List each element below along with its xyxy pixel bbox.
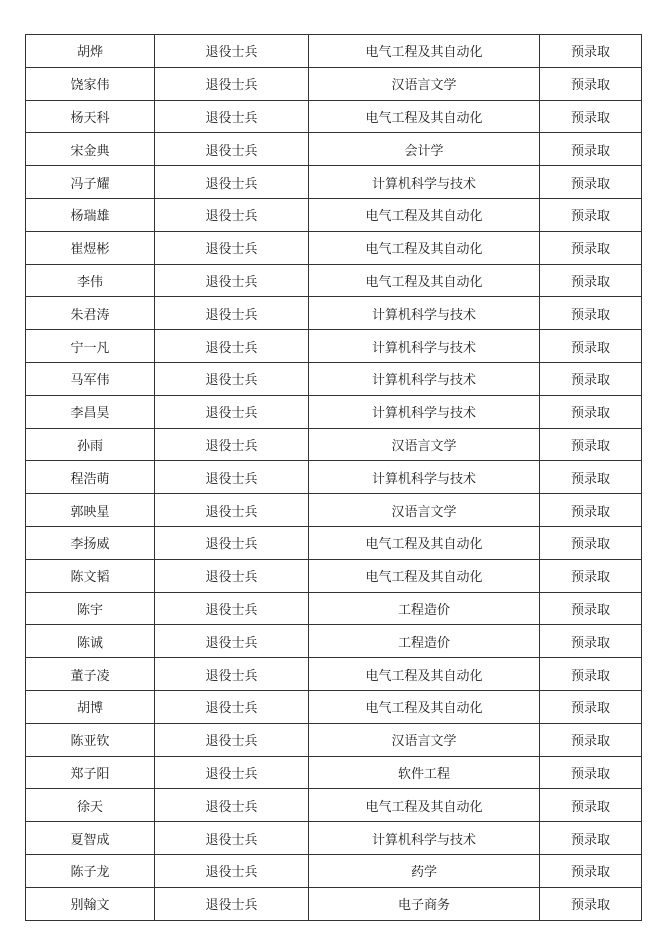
status-cell: 预录取: [540, 428, 642, 461]
category-cell: 退役士兵: [155, 461, 309, 494]
student-name-cell: 杨天科: [26, 100, 155, 133]
category-cell: 退役士兵: [155, 789, 309, 822]
status-cell: 预录取: [540, 658, 642, 691]
table-row: [26, 494, 642, 527]
major-cell: 电气工程及其自动化: [309, 559, 540, 592]
status-cell: 预录取: [540, 100, 642, 133]
table-row: [26, 133, 642, 166]
student-name-cell: 崔煜彬: [26, 231, 155, 264]
table-row: [26, 231, 642, 264]
table-row: [26, 559, 642, 592]
category-cell: 退役士兵: [155, 166, 309, 199]
table-row: [26, 330, 642, 363]
status-cell: 预录取: [540, 592, 642, 625]
student-name-cell: 马军伟: [26, 362, 155, 395]
major-cell: 汉语言文学: [309, 723, 540, 756]
category-cell: 退役士兵: [155, 854, 309, 887]
status-cell: 预录取: [540, 789, 642, 822]
student-name-cell: 饶家伟: [26, 67, 155, 100]
student-name-cell: 胡博: [26, 690, 155, 723]
table-row: [26, 756, 642, 789]
category-cell: 退役士兵: [155, 690, 309, 723]
status-cell: 预录取: [540, 231, 642, 264]
student-name-cell: 徐天: [26, 789, 155, 822]
table-row: [26, 428, 642, 461]
major-cell: 电气工程及其自动化: [309, 690, 540, 723]
status-cell: 预录取: [540, 559, 642, 592]
category-cell: 退役士兵: [155, 625, 309, 658]
table-row: [26, 362, 642, 395]
table-row: [26, 264, 642, 297]
admission-table-body: [26, 35, 642, 921]
admission-table: [25, 34, 642, 921]
status-cell: 预录取: [540, 362, 642, 395]
major-cell: 电气工程及其自动化: [309, 198, 540, 231]
student-name-cell: 朱君涛: [26, 297, 155, 330]
category-cell: 退役士兵: [155, 887, 309, 920]
student-name-cell: 杨瑞雄: [26, 198, 155, 231]
major-cell: 计算机科学与技术: [309, 166, 540, 199]
category-cell: 退役士兵: [155, 395, 309, 428]
status-cell: 预录取: [540, 264, 642, 297]
major-cell: 计算机科学与技术: [309, 395, 540, 428]
student-name-cell: 夏智成: [26, 822, 155, 855]
category-cell: 退役士兵: [155, 756, 309, 789]
status-cell: 预录取: [540, 395, 642, 428]
status-cell: 预录取: [540, 35, 642, 68]
category-cell: 退役士兵: [155, 264, 309, 297]
student-name-cell: 别翰文: [26, 887, 155, 920]
category-cell: 退役士兵: [155, 133, 309, 166]
category-cell: 退役士兵: [155, 526, 309, 559]
student-name-cell: 李扬威: [26, 526, 155, 559]
student-name-cell: 宁一凡: [26, 330, 155, 363]
student-name-cell: 胡烨: [26, 35, 155, 68]
major-cell: 药学: [309, 854, 540, 887]
category-cell: 退役士兵: [155, 67, 309, 100]
category-cell: 退役士兵: [155, 723, 309, 756]
category-cell: 退役士兵: [155, 658, 309, 691]
major-cell: 电气工程及其自动化: [309, 35, 540, 68]
major-cell: 电气工程及其自动化: [309, 658, 540, 691]
table-row: [26, 461, 642, 494]
status-cell: 预录取: [540, 822, 642, 855]
category-cell: 退役士兵: [155, 592, 309, 625]
table-row: [26, 526, 642, 559]
table-row: [26, 723, 642, 756]
major-cell: 工程造价: [309, 592, 540, 625]
status-cell: 预录取: [540, 854, 642, 887]
student-name-cell: 郑子阳: [26, 756, 155, 789]
major-cell: 工程造价: [309, 625, 540, 658]
student-name-cell: 陈诚: [26, 625, 155, 658]
status-cell: 预录取: [540, 494, 642, 527]
category-cell: 退役士兵: [155, 822, 309, 855]
major-cell: 计算机科学与技术: [309, 297, 540, 330]
category-cell: 退役士兵: [155, 297, 309, 330]
status-cell: 预录取: [540, 297, 642, 330]
category-cell: 退役士兵: [155, 100, 309, 133]
status-cell: 预录取: [540, 330, 642, 363]
major-cell: 电气工程及其自动化: [309, 100, 540, 133]
student-name-cell: 陈宇: [26, 592, 155, 625]
category-cell: 退役士兵: [155, 330, 309, 363]
category-cell: 退役士兵: [155, 494, 309, 527]
status-cell: 预录取: [540, 690, 642, 723]
status-cell: 预录取: [540, 461, 642, 494]
major-cell: 电气工程及其自动化: [309, 789, 540, 822]
category-cell: 退役士兵: [155, 198, 309, 231]
category-cell: 退役士兵: [155, 559, 309, 592]
table-row: [26, 854, 642, 887]
student-name-cell: 陈亚钦: [26, 723, 155, 756]
major-cell: 软件工程: [309, 756, 540, 789]
table-row: [26, 67, 642, 100]
status-cell: 预录取: [540, 887, 642, 920]
table-row: [26, 789, 642, 822]
student-name-cell: 李昌昊: [26, 395, 155, 428]
student-name-cell: 李伟: [26, 264, 155, 297]
major-cell: 电气工程及其自动化: [309, 526, 540, 559]
table-row: [26, 198, 642, 231]
table-row: [26, 395, 642, 428]
status-cell: 预录取: [540, 723, 642, 756]
student-name-cell: 宋金典: [26, 133, 155, 166]
student-name-cell: 陈子龙: [26, 854, 155, 887]
status-cell: 预录取: [540, 625, 642, 658]
table-row: [26, 100, 642, 133]
major-cell: 计算机科学与技术: [309, 822, 540, 855]
table-row: [26, 625, 642, 658]
student-name-cell: 郭映星: [26, 494, 155, 527]
table-row: [26, 822, 642, 855]
major-cell: 电气工程及其自动化: [309, 231, 540, 264]
major-cell: 电气工程及其自动化: [309, 264, 540, 297]
status-cell: 预录取: [540, 133, 642, 166]
major-cell: 汉语言文学: [309, 428, 540, 461]
table-row: [26, 887, 642, 920]
table-row: [26, 35, 642, 68]
table-row: [26, 658, 642, 691]
status-cell: 预录取: [540, 526, 642, 559]
status-cell: 预录取: [540, 166, 642, 199]
category-cell: 退役士兵: [155, 35, 309, 68]
major-cell: 计算机科学与技术: [309, 461, 540, 494]
status-cell: 预录取: [540, 756, 642, 789]
table-row: [26, 592, 642, 625]
major-cell: 汉语言文学: [309, 494, 540, 527]
table-row: [26, 297, 642, 330]
student-name-cell: 程浩萌: [26, 461, 155, 494]
major-cell: 汉语言文学: [309, 67, 540, 100]
student-name-cell: 孙雨: [26, 428, 155, 461]
major-cell: 电子商务: [309, 887, 540, 920]
category-cell: 退役士兵: [155, 231, 309, 264]
student-name-cell: 陈文韬: [26, 559, 155, 592]
major-cell: 会计学: [309, 133, 540, 166]
student-name-cell: 董子凌: [26, 658, 155, 691]
status-cell: 预录取: [540, 67, 642, 100]
category-cell: 退役士兵: [155, 362, 309, 395]
category-cell: 退役士兵: [155, 428, 309, 461]
major-cell: 计算机科学与技术: [309, 362, 540, 395]
table-row: [26, 166, 642, 199]
major-cell: 计算机科学与技术: [309, 330, 540, 363]
status-cell: 预录取: [540, 198, 642, 231]
student-name-cell: 冯子耀: [26, 166, 155, 199]
table-row: [26, 690, 642, 723]
